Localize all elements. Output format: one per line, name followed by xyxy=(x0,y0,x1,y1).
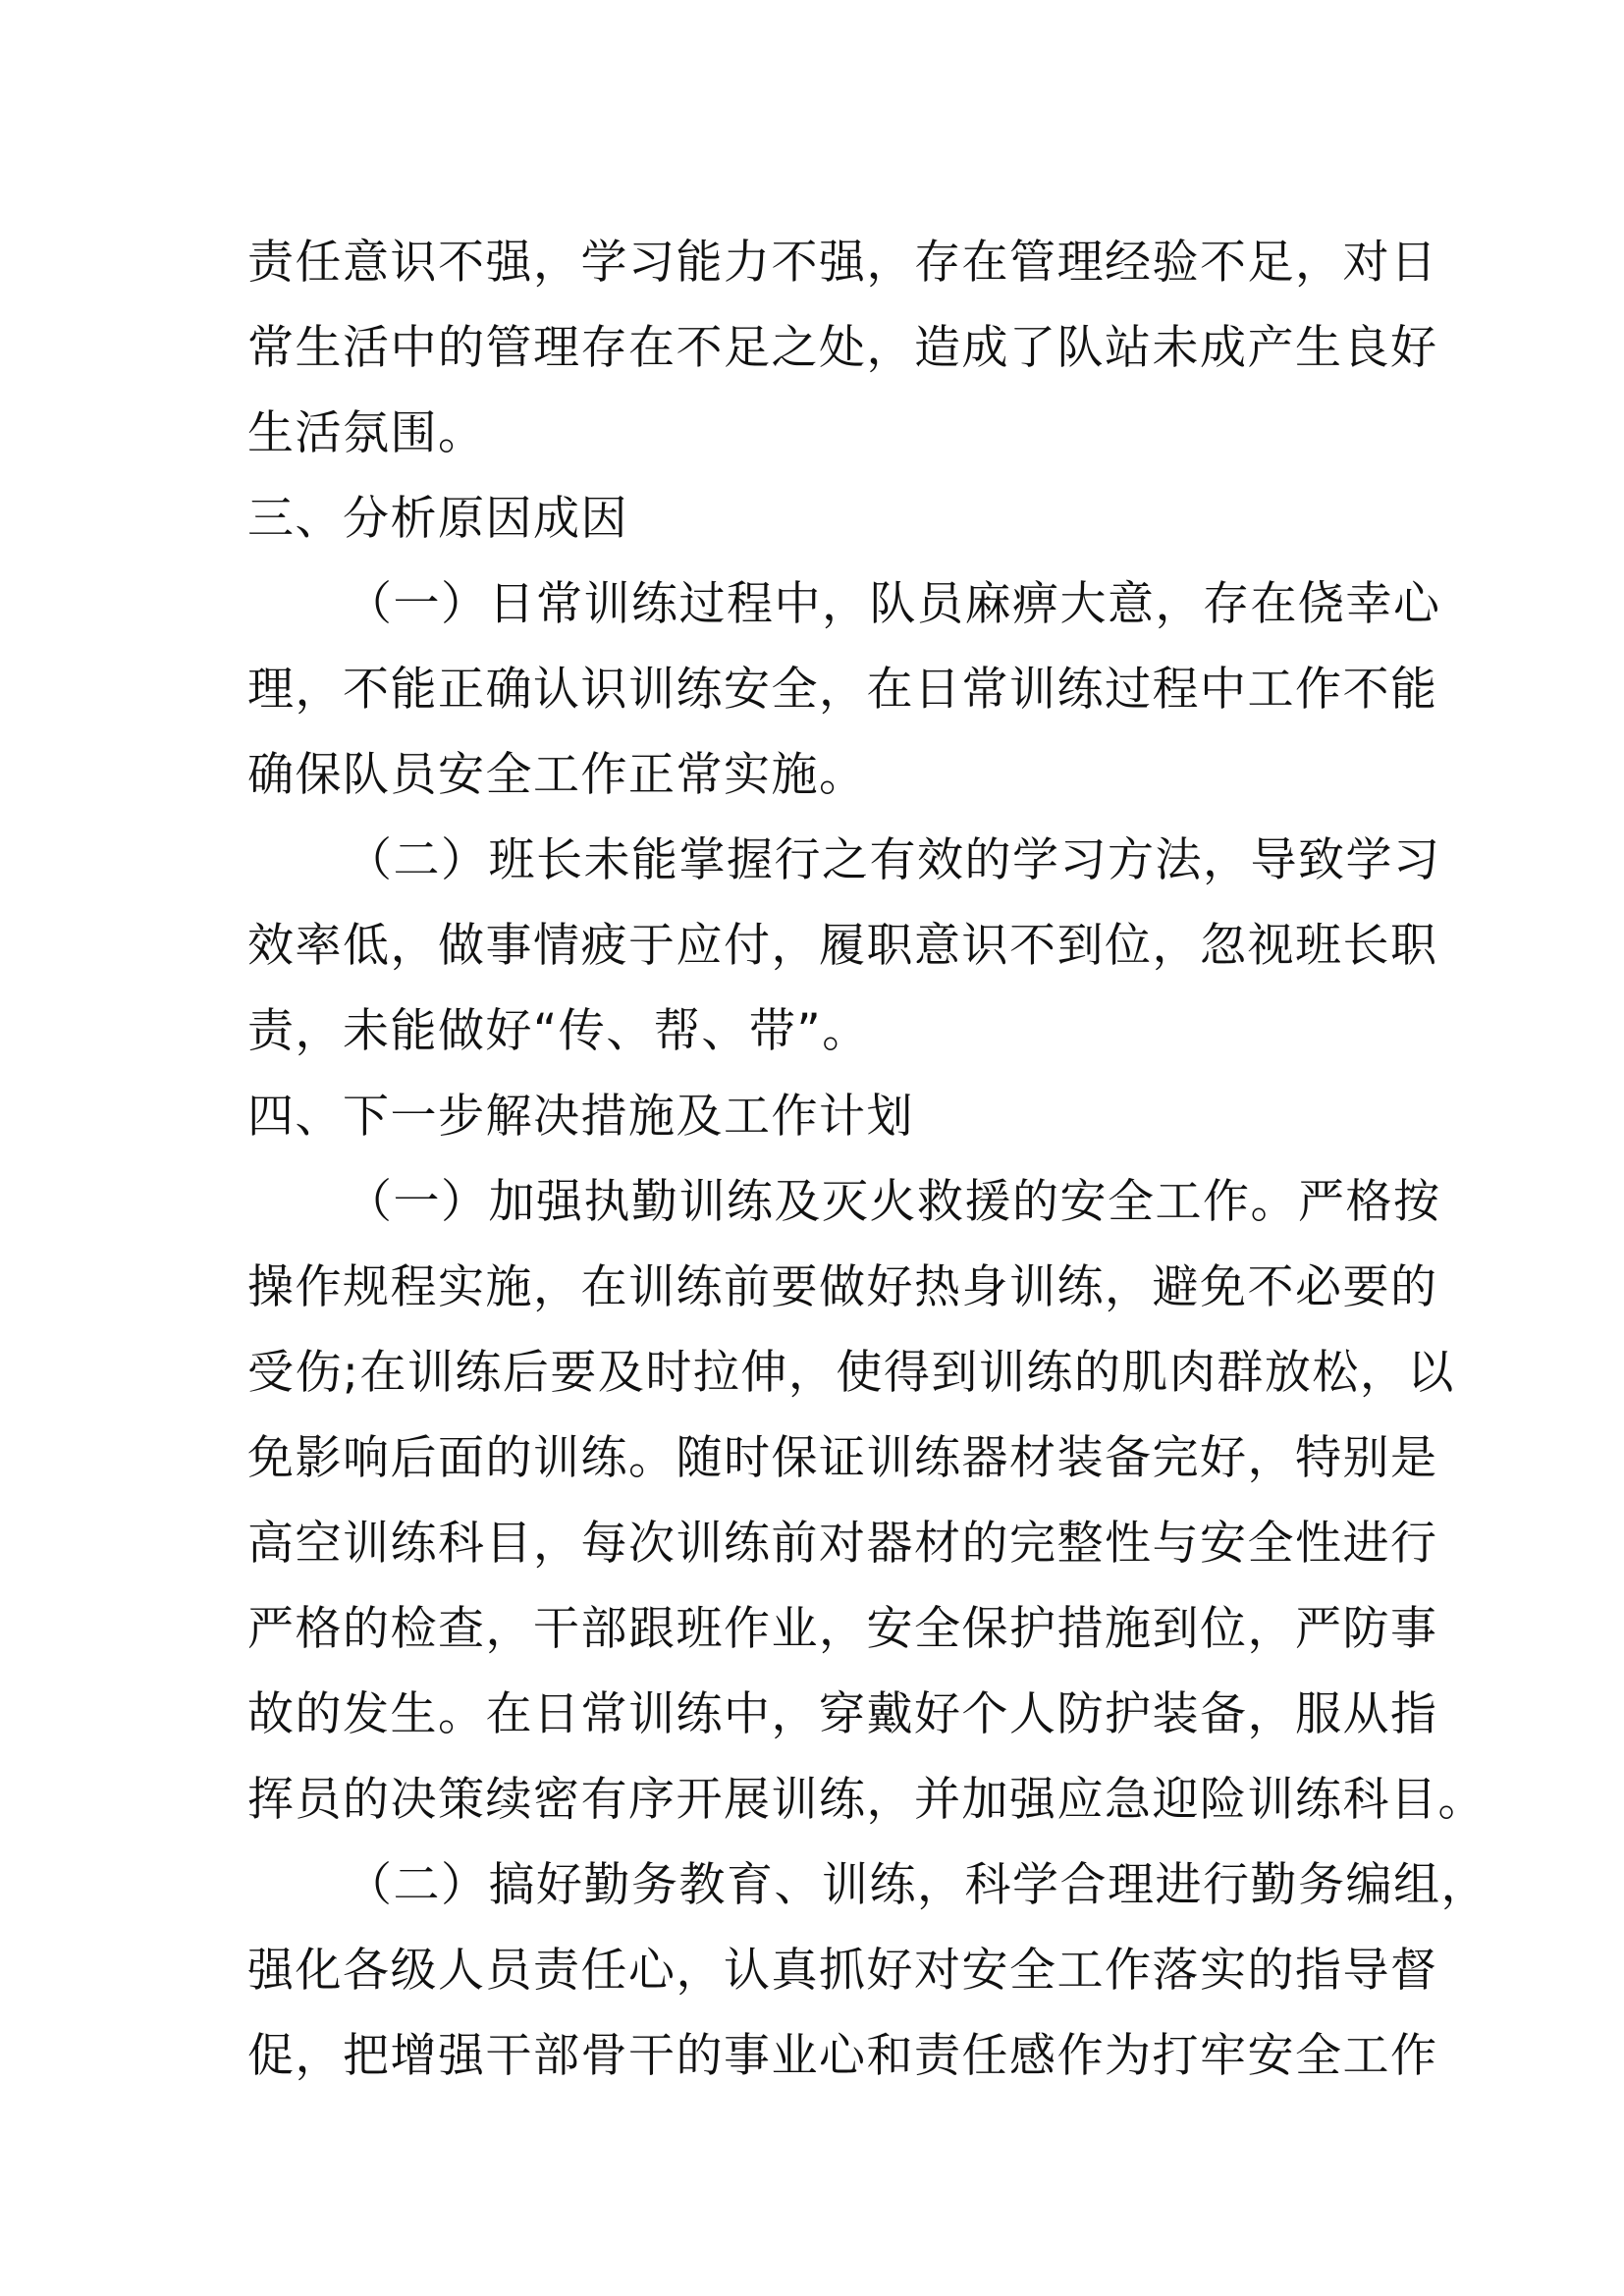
document-body xyxy=(247,220,1489,2099)
text-line: 免影响后面的训练。随时保证训练器材装备完好，特别是 xyxy=(247,1431,1438,1485)
text-line: 效率低，做事情疲于应付，履职意识不到位，忽视班长职 xyxy=(247,919,1438,973)
text-line: 责，未能做好“传、帮、带”。 xyxy=(247,1004,870,1058)
text-line: 高空训练科目，每次训练前对器材的完整性与安全性进行 xyxy=(247,1517,1438,1571)
text-line: （二）班长未能掌握行之有效的学习方法，导致学习 xyxy=(346,833,1441,887)
text-line: （二）搞好勤务教育、训练，科学合理进行勤务编组， xyxy=(346,1858,1489,1912)
text-line: 操作规程实施，在训练前要做好热身训练，避免不必要的 xyxy=(247,1260,1438,1314)
text-line: 挥员的决策续密有序开展训练，并加强应急迎险训练科目。 xyxy=(247,1773,1486,1827)
text-line: （一）加强执勤训练及灭火救援的安全工作。严格按 xyxy=(346,1175,1441,1229)
text-line: 责任意识不强，学习能力不强，存在管理经验不足，对日 xyxy=(247,236,1438,290)
text-line: 确保队员安全工作正常实施。 xyxy=(247,748,867,802)
text-line: 强化各级人员责任心，认真抓好对安全工作落实的指导督 xyxy=(247,1944,1438,1998)
text-line: 理，不能正确认识训练安全，在日常训练过程中工作不能 xyxy=(247,663,1438,717)
text-line: 严格的检查，干部跟班作业，安全保护措施到位，严防事 xyxy=(247,1602,1438,1656)
text-line: 促，把增强干部骨干的事业心和责任感作为打牢安全工作 xyxy=(247,2029,1438,2083)
text-line: 三、分析原因成因 xyxy=(247,492,628,546)
text-line: （一）日常训练过程中，队员麻痹大意，存在侥幸心 xyxy=(346,577,1441,631)
text-line: 受伤;在训练后要及时拉伸，使得到训练的肌肉群放松，以 xyxy=(247,1346,1455,1400)
text-line: 常生活中的管理存在不足之处，造成了队站未成产生良好 xyxy=(247,321,1438,375)
text-line: 四、下一步解决措施及工作计划 xyxy=(247,1090,914,1144)
text-line: 生活氛围。 xyxy=(247,406,486,460)
text-line: 故的发生。在日常训练中，穿戴好个人防护装备，服从指 xyxy=(247,1687,1438,1741)
